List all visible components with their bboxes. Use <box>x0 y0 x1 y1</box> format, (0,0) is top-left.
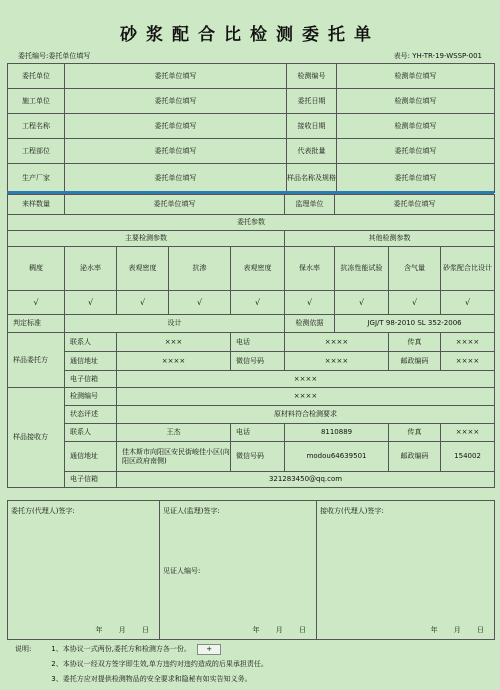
params-title: 委托参数 <box>8 215 495 231</box>
client-contact-label: 联系人 <box>65 333 117 352</box>
receiver-wechat[interactable]: modou64639501 <box>285 442 389 472</box>
label-receive-date: 接收日期 <box>287 114 337 139</box>
value-sample-name[interactable]: 委托单位填写 <box>337 164 495 193</box>
value-manufacturer[interactable]: 委托单位填写 <box>65 164 287 193</box>
label-project-part: 工程部位 <box>8 139 65 164</box>
client-phone[interactable]: ×××× <box>285 333 389 352</box>
witness-number-label: 见证人编号: <box>163 567 201 575</box>
label-construction-unit: 施工单位 <box>8 89 65 114</box>
label-manufacturer: 生产厂家 <box>8 164 65 193</box>
receiver-state-label: 状态评述 <box>65 406 117 424</box>
param-check-7[interactable]: √ <box>335 291 389 315</box>
value-construction-unit[interactable]: 委托单位填写 <box>65 89 287 114</box>
value-standard[interactable]: 设计 <box>65 315 285 333</box>
notes-label: 说明: <box>15 645 32 653</box>
value-entrust-date[interactable]: 检测单位填写 <box>337 89 495 114</box>
add-note-button[interactable]: + <box>197 644 221 655</box>
client-address-label: 通信地址 <box>65 352 117 371</box>
param-col-9: 砂浆配合比设计 <box>441 247 495 291</box>
receiver-postcode-label: 邮政编码 <box>389 442 441 472</box>
param-check-6[interactable]: √ <box>285 291 335 315</box>
receiver-contact-label: 联系人 <box>65 424 117 442</box>
param-check-1[interactable]: √ <box>8 291 65 315</box>
witness-signature-date: 年 月 日 <box>252 625 306 634</box>
value-batch[interactable]: 委托单位填写 <box>337 139 495 164</box>
client-wechat[interactable]: ×××× <box>285 352 389 371</box>
client-contact[interactable]: ××× <box>117 333 231 352</box>
value-client-unit[interactable]: 委托单位填写 <box>65 64 287 89</box>
receiver-contact[interactable]: 王杰 <box>117 424 231 442</box>
note-1: 1、本协议一式两份,委托方和检测方各一份。 <box>51 645 191 653</box>
value-receive-date[interactable]: 检测单位填写 <box>337 114 495 139</box>
client-fax-label: 传真 <box>389 333 441 352</box>
receiver-postcode[interactable]: 154002 <box>441 442 495 472</box>
receiver-signature-date: 年 月 日 <box>430 625 484 634</box>
client-signature-box[interactable] <box>8 501 160 640</box>
client-email[interactable]: ×××× <box>117 371 495 388</box>
info-table <box>7 63 495 193</box>
param-check-8[interactable]: √ <box>389 291 441 315</box>
label-sample-quantity: 来样数量 <box>8 195 65 215</box>
params-table <box>7 194 495 488</box>
label-client-unit: 委托单位 <box>8 64 65 89</box>
receiver-signature-box[interactable] <box>317 501 495 640</box>
param-check-2[interactable]: √ <box>65 291 117 315</box>
param-check-3[interactable]: √ <box>117 291 169 315</box>
label-batch: 代表批量 <box>287 139 337 164</box>
receiver-signature-label: 接收方(代理人)签字: <box>320 507 384 515</box>
client-section-label: 样品委托方 <box>8 333 65 388</box>
notes <box>15 642 268 687</box>
entrust-number: 委托编号:委托单位填写 <box>18 52 91 60</box>
receiver-section-label: 样品接收方 <box>8 388 65 488</box>
receiver-testno-label: 检测编号 <box>65 388 117 406</box>
param-col-6: 保水率 <box>285 247 335 291</box>
label-entrust-date: 委托日期 <box>287 89 337 114</box>
param-check-5[interactable]: √ <box>231 291 285 315</box>
label-sample-name: 样品名称及规格 <box>287 164 337 193</box>
note-2: 2、本协议一经双方签字即生效,单方违约对违约造成的后果承担责任。 <box>51 660 268 668</box>
receiver-wechat-label: 微信号码 <box>231 442 285 472</box>
param-col-5: 表观密度 <box>231 247 285 291</box>
receiver-address[interactable]: 佳木斯市向阳区安民街峻佳小区(向阳区政府南侧) <box>117 442 231 472</box>
receiver-fax-label: 传真 <box>389 424 441 442</box>
param-col-7: 抗冻性能试验 <box>335 247 389 291</box>
receiver-email[interactable]: 321283450@qq.com <box>117 472 495 488</box>
value-supervisor[interactable]: 委托单位填写 <box>335 195 495 215</box>
param-check-4[interactable]: √ <box>169 291 231 315</box>
receiver-phone[interactable]: 8110889 <box>285 424 389 442</box>
client-phone-label: 电话 <box>231 333 285 352</box>
receiver-fax[interactable]: ×××× <box>441 424 495 442</box>
signature-table <box>7 500 495 640</box>
label-basis: 检测依据 <box>285 315 335 333</box>
receiver-testno[interactable]: ×××× <box>117 388 495 406</box>
receiver-address-label: 通信地址 <box>65 442 117 472</box>
value-project-part[interactable]: 委托单位填写 <box>65 139 287 164</box>
witness-signature-box[interactable] <box>160 501 317 640</box>
client-fax[interactable]: ×××× <box>441 333 495 352</box>
receiver-state[interactable]: 原材料符合检测要求 <box>117 406 495 424</box>
label-project-name: 工程名称 <box>8 114 65 139</box>
param-col-2: 泌水率 <box>65 247 117 291</box>
form-title: 砂浆配合比检测委托单 <box>120 25 380 45</box>
client-signature-date: 年 月 日 <box>95 625 149 634</box>
client-signature-label: 委托方(代理人)签字: <box>11 507 75 515</box>
main-params-group: 主要检测参数 <box>8 231 285 247</box>
param-col-8: 含气量 <box>389 247 441 291</box>
client-wechat-label: 微信号码 <box>231 352 285 371</box>
param-col-1: 稠度 <box>8 247 65 291</box>
client-address[interactable]: ×××× <box>117 352 231 371</box>
label-supervisor: 监理单位 <box>285 195 335 215</box>
client-postcode-label: 邮政编码 <box>389 352 441 371</box>
witness-signature-label: 见证人(监理)签字: <box>163 507 220 515</box>
param-col-4: 抗渗 <box>169 247 231 291</box>
param-col-3: 表观密度 <box>117 247 169 291</box>
value-project-name[interactable]: 委托单位填写 <box>65 114 287 139</box>
receiver-phone-label: 电话 <box>231 424 285 442</box>
value-basis[interactable]: JGJ/T 98-2010 SL 352-2006 <box>335 315 495 333</box>
other-params-group: 其他检测参数 <box>285 231 495 247</box>
param-check-9[interactable]: √ <box>441 291 495 315</box>
note-3: 3、委托方应对提供检测物品的安全要求和隐秘有如实告知义务。 <box>51 675 252 683</box>
value-test-number[interactable]: 检测单位填写 <box>337 64 495 89</box>
client-postcode[interactable]: ×××× <box>441 352 495 371</box>
label-test-number: 检测编号 <box>287 64 337 89</box>
client-email-label: 电子信箱 <box>65 371 117 388</box>
label-standard: 判定标准 <box>8 315 65 333</box>
value-sample-quantity[interactable]: 委托单位填写 <box>65 195 285 215</box>
form-number: 表号: YH-TR-19-WSSP-001 <box>393 52 482 60</box>
receiver-email-label: 电子信箱 <box>65 472 117 488</box>
